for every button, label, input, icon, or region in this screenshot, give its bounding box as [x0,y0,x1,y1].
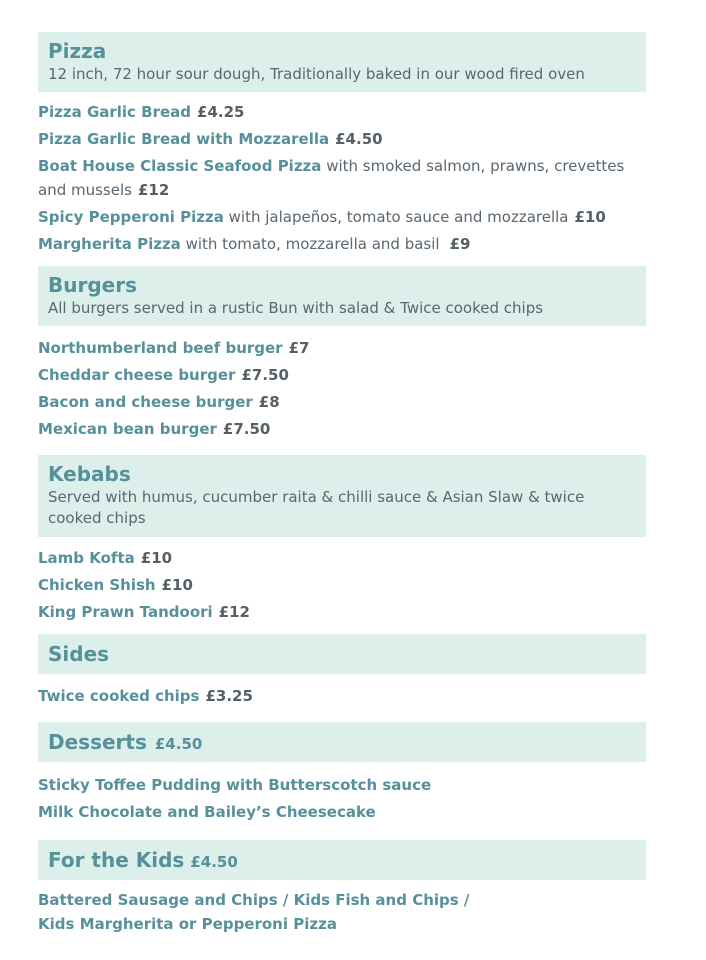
menu-item [38,126,658,153]
item-name: Twice cooked chips [38,687,200,705]
item-price: £7.50 [222,420,271,438]
kebabs-items [38,545,658,626]
desserts-items [38,772,658,826]
menu-item [38,572,658,599]
item-description: with tomato, mozzarella and basil [185,235,440,253]
item-name: Cheddar cheese burger [38,366,236,384]
desserts-header [38,722,646,762]
item-price: £12 [137,181,170,199]
item-name: Northumberland beef burger [38,339,283,357]
item-price: £4.50 [335,130,383,148]
sides-header [38,634,646,674]
menu-item [38,888,658,912]
menu-item [38,772,658,799]
item-name: Bacon and cheese burger [38,393,253,411]
item-name: Chicken Shish [38,576,156,594]
item-name: Kids Margherita or Pepperoni Pizza [38,915,337,933]
menu-item [38,545,658,572]
kids-title: For the Kids [48,848,185,872]
item-price: £9 [449,235,471,253]
kebabs-header [38,455,646,537]
item-name: Lamb Kofta [38,549,135,567]
sides-title: Sides [48,642,110,666]
item-name: Milk Chocolate and Bailey’s Cheesecake [38,803,376,821]
menu-item [38,362,658,389]
item-name: King Prawn Tandoori [38,603,213,621]
menu-item [38,99,658,126]
item-price: £10 [140,549,173,567]
item-price: £10 [574,208,606,226]
burgers-description: All burgers served in a rustic Bun with salad & Twice cooked chips [48,299,544,317]
item-description: with smoked salmon, prawns, crevettes and mussels [38,157,625,199]
item-price: £4.25 [197,103,245,121]
item-name: Battered Sausage and Chips / Kids Fish and Chips / [38,891,470,909]
menu-item [38,912,658,936]
menu-item [38,231,658,258]
kebabs-description: Served with humus, cucumber raita & chilli sauce & Asian Slaw & twice cooked chips [48,488,585,527]
menu-item [38,389,658,416]
menu-item [38,683,658,710]
menu-item [38,154,638,202]
menu-item [38,416,658,443]
item-name: Sticky Toffee Pudding with Butterscotch sauce [38,776,432,794]
kids-items [38,888,658,936]
item-description: with jalapeños, tomato sauce and mozzarella [228,208,569,226]
item-name: Spicy Pepperoni Pizza [38,208,224,226]
sides-items [38,683,658,710]
pizza-title: Pizza [48,39,107,63]
burgers-items [38,335,658,443]
pizza-header [38,32,646,92]
kebabs-title: Kebabs [48,462,131,486]
menu-item [38,335,658,362]
item-name: Margherita Pizza [38,235,181,253]
kids-price: £4.50 [190,853,238,871]
menu-item [38,799,658,826]
item-name: Pizza Garlic Bread with Mozzarella [38,130,330,148]
burgers-header [38,266,646,326]
pizza-items [38,99,658,258]
desserts-price: £4.50 [154,735,203,753]
item-name: Boat House Classic Seafood Pizza [38,157,322,175]
item-name: Mexican bean burger [38,420,217,438]
item-price: £7.50 [241,366,289,384]
burgers-title: Burgers [48,273,137,297]
item-price: £3.25 [205,687,253,705]
item-price: £7 [288,339,310,357]
desserts-title: Desserts [48,730,147,754]
item-name: Pizza Garlic Bread [38,103,192,121]
menu-item [38,204,658,231]
item-price: £8 [258,393,280,411]
pizza-description: 12 inch, 72 hour sour dough, Traditionally baked in our wood fired oven [48,65,585,83]
item-price: £12 [218,603,250,621]
item-price: £10 [161,576,193,594]
menu-item [38,599,658,626]
kids-header [38,840,646,880]
